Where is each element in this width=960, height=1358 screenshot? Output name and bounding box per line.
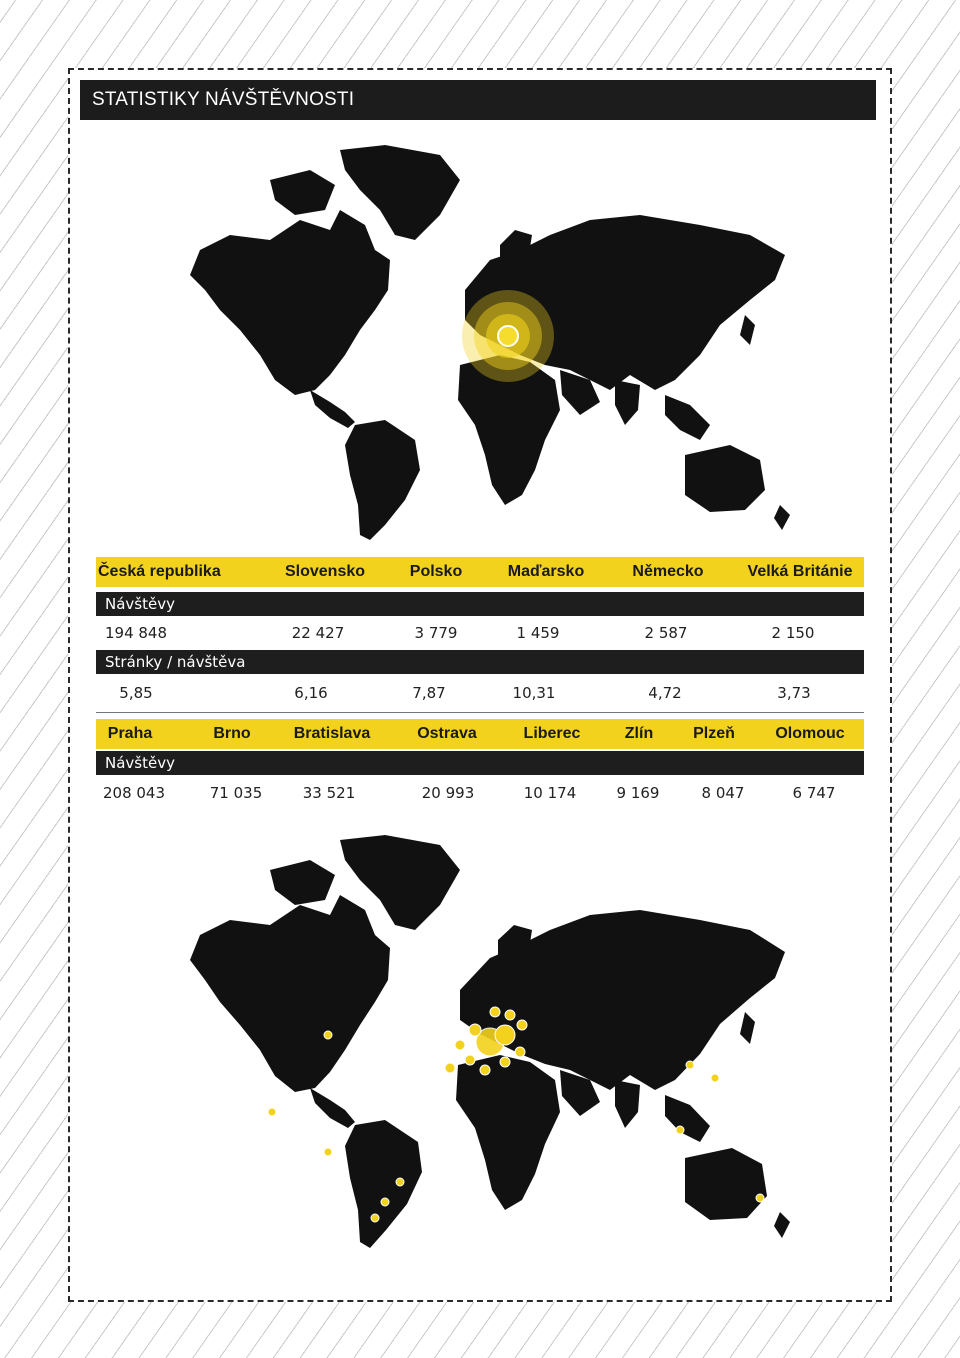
city-name: Brno [213,725,251,742]
city-header-row [96,719,864,749]
city-visits-row [96,778,864,808]
country-visits-value: 22 427 [291,624,345,642]
country-name: Maďarsko [507,563,585,580]
world-map-svg [160,830,810,1260]
city-dot [445,1063,455,1073]
country-header-row [96,557,864,587]
africa-shape [456,1055,560,1210]
city-visits-value: 71 035 [209,784,263,802]
city-dot [500,1057,510,1067]
pages-per-visit-value: 10,31 [512,684,556,702]
city-dot [469,1024,481,1036]
pages-per-visit-value: 6,16 [294,684,328,702]
world-map-countries [160,140,810,550]
north-america-shape [190,895,390,1092]
city-name: Praha [107,725,153,742]
city-visits-value: 9 169 [616,784,660,802]
south-america-shape [345,1120,422,1248]
arctic-islands-shape [270,170,335,215]
city-dot [324,1031,332,1039]
section-divider [96,712,864,713]
city-dot [686,1061,694,1069]
city-name: Bratislava [293,725,371,742]
city-visits-value: 33 521 [302,784,356,802]
australia-shape [685,445,765,512]
city-dot [381,1198,389,1206]
pages-per-visit-label: Stránky / návštěva [96,650,864,674]
country-name: Slovensko [284,563,366,580]
city-dot [480,1065,490,1075]
pages-per-visit-value: 5,85 [119,684,153,702]
country-visits-value: 2 150 [771,624,815,642]
city-name: Olomouc [775,725,845,742]
city-visits-value: 208 043 [102,784,166,802]
country-visits-label: Návštěvy [96,592,864,616]
pages-per-visit-row [96,678,864,708]
country-visits-value: 3 779 [414,624,458,642]
pages-per-visit-value: 4,72 [648,684,682,702]
new-zealand-shape [774,505,790,530]
city-visits-value: 10 174 [523,784,577,802]
city-dot [396,1178,404,1186]
europe-highlight [462,290,554,382]
city-dot [676,1126,684,1134]
city-name: Ostrava [417,725,477,742]
country-name: Velká Británie [747,563,853,580]
city-name: Plzeň [693,725,735,742]
world-map-svg [160,140,810,550]
country-name: Česká republika [98,563,221,580]
japan-shape [740,315,755,345]
country-name: Polsko [409,563,463,580]
south-america-shape [345,420,420,540]
southeast-asia-shape [665,1095,710,1142]
india-shape [615,380,640,425]
city-dot [324,1148,332,1156]
city-name: Liberec [523,725,581,742]
city-dot [505,1010,515,1020]
pages-per-visit-value: 7,87 [412,684,446,702]
city-dot [515,1047,525,1057]
australia-shape [685,1148,767,1220]
city-dot [495,1025,515,1045]
city-name: Zlín [624,725,654,742]
page-title: STATISTIKY NÁVŠTĚVNOSTI [80,80,876,120]
city-dot [455,1040,465,1050]
new-zealand-shape [774,1212,790,1238]
city-visits-value: 8 047 [701,784,745,802]
city-dot [490,1007,500,1017]
southeast-asia-shape [665,395,710,440]
india-shape [615,1080,640,1128]
city-dot [268,1108,276,1116]
japan-shape [740,1012,755,1044]
city-dot [711,1074,719,1082]
country-visits-value: 194 848 [104,624,168,642]
city-dot [517,1020,527,1030]
central-america-shape [310,1088,355,1128]
country-name: Německo [632,563,704,580]
city-visits-value: 6 747 [792,784,836,802]
city-dot [756,1194,764,1202]
central-america-shape [310,390,355,428]
city-visits-value: 20 993 [421,784,475,802]
arctic-islands-shape [270,860,335,905]
country-visits-row [96,618,864,648]
city-dot [371,1214,379,1222]
north-america-shape [190,210,390,395]
world-map-cities [160,830,810,1260]
city-visits-label: Návštěvy [96,751,864,775]
pages-per-visit-value: 3,73 [777,684,811,702]
city-dot [465,1055,475,1065]
country-visits-value: 1 459 [516,624,560,642]
country-visits-value: 2 587 [644,624,688,642]
